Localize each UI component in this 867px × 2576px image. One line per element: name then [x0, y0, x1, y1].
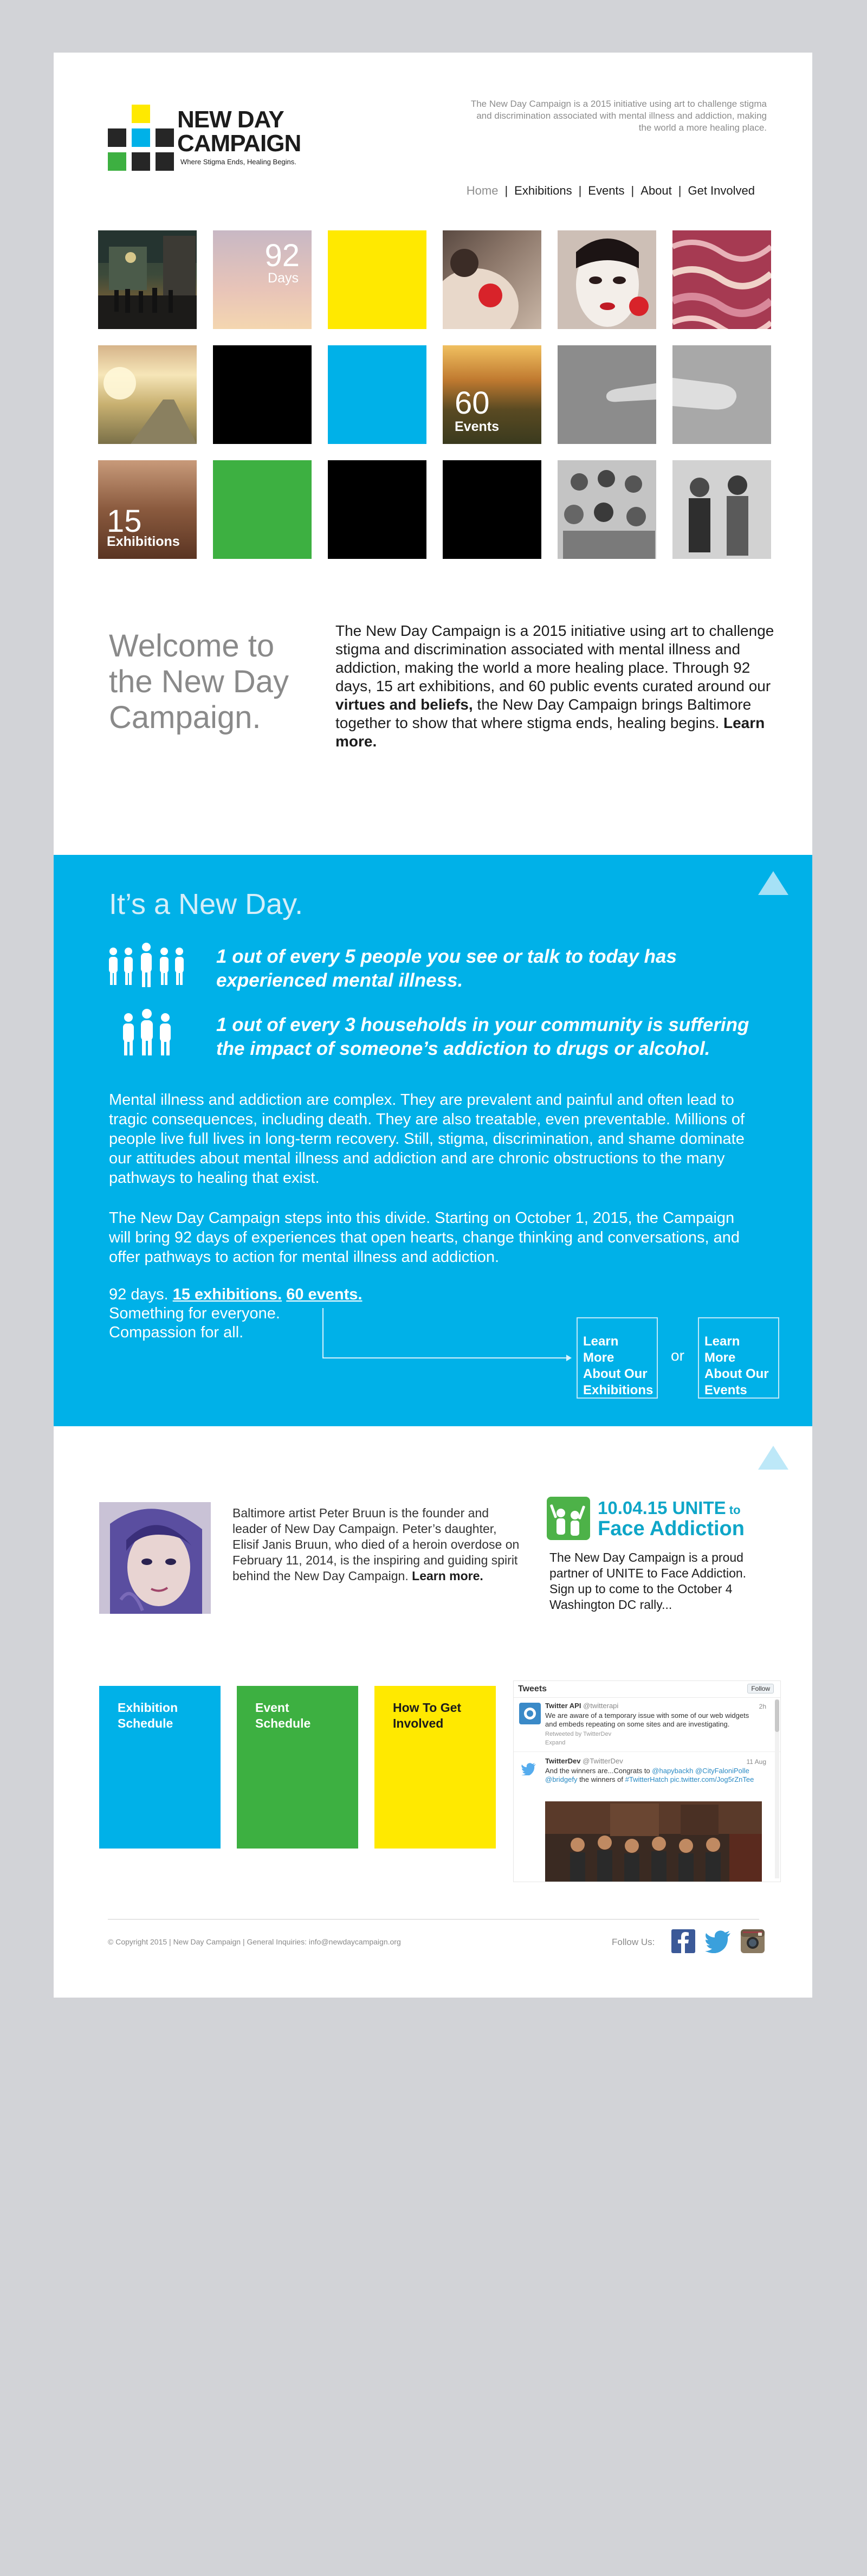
- founder-text: [232, 1505, 520, 1584]
- twitter-scrollbar-thumb[interactable]: [775, 1699, 779, 1732]
- tweet-author-handle: @twitterapi: [583, 1702, 619, 1710]
- tile-blue: [328, 345, 426, 444]
- fabric-image: [672, 230, 771, 329]
- page: [54, 53, 812, 1998]
- tweet-author[interactable]: [545, 1757, 623, 1765]
- twitter-follow-button[interactable]: Follow: [747, 1684, 774, 1693]
- tweet-author[interactable]: [545, 1702, 618, 1710]
- exhibitions-label: Exhibitions: [107, 534, 180, 549]
- tweet-author-handle: @TwitterDev: [583, 1757, 623, 1765]
- welcome-title: Welcome to the New Day Campaign.: [109, 628, 289, 735]
- stats-summary: [109, 1285, 362, 1342]
- welcome-body-text: The New Day Campaign is a 2015 initiative using art to challenge stigma and discrimination associated with mental illness and addiction, making the world a more healing place. Through 92 days, 15 art exhibitions, and 60 public events curated around our: [335, 622, 774, 694]
- days-text: 92 days.: [109, 1286, 173, 1303]
- logo-text-line2: CAMPAIGN: [177, 130, 301, 157]
- main-nav: [467, 184, 755, 198]
- logo-square-black: [132, 152, 150, 171]
- tweet-author-name: TwitterDev: [545, 1757, 581, 1765]
- unite-text: The New Day Campaign is a proud partner of UNITE to Face Addiction. Sign up to come to the October 4 Washington DC rally...: [549, 1550, 747, 1612]
- unite-to: to: [726, 1503, 741, 1517]
- founder-portrait[interactable]: [99, 1502, 211, 1614]
- nav-home[interactable]: Home: [466, 184, 499, 197]
- people-five-icon: [107, 943, 188, 988]
- triangle-icon: [758, 1446, 788, 1470]
- nav-separator: |: [578, 184, 582, 197]
- header-intro: The New Day Campaign is a 2015 initiative using art to challenge stigma and discrimination associated with mental illness and addiction, making the world a more healing place.: [470, 99, 767, 133]
- tile-photo-hand[interactable]: [672, 345, 771, 444]
- tweet-text: We are aware of a temporary issue with some of our web widgets and embeds repeating on some sites and are investigating.: [545, 1711, 749, 1728]
- finger-image: [558, 345, 656, 444]
- exhibitions-number: 15: [107, 504, 142, 539]
- tweets-title: Tweets: [518, 1684, 547, 1693]
- welcome-body-text: the New Day Campaign brings Baltimore together to show that where stigma ends, healing begins.: [335, 696, 752, 731]
- tweet-author-name: Twitter API: [545, 1702, 581, 1710]
- nav-separator: |: [631, 184, 635, 197]
- tile-yellow: [328, 230, 426, 329]
- logo-tagline: Where Stigma Ends, Healing Begins.: [180, 158, 296, 166]
- footer-divider: [108, 1919, 759, 1920]
- logo-square-blue: [132, 128, 150, 147]
- new-day-section: [54, 855, 812, 1426]
- tile-photo-vintage-crowd[interactable]: [558, 460, 656, 559]
- logo[interactable]: [108, 105, 341, 164]
- unite-face-addiction: Face Addiction: [598, 1517, 745, 1540]
- logo-square-black: [156, 152, 174, 171]
- stat-mental-illness: 1 out of every 5 people you see or talk to today has experienced mental illness.: [216, 946, 677, 991]
- unite-date: 10.04.15 UNITE: [598, 1498, 726, 1518]
- stat-addiction: 1 out of every 3 households in your community is suffering the impact of someone’s addiction to drugs or alcohol.: [216, 1014, 749, 1059]
- event-schedule-button[interactable]: Event Schedule: [237, 1686, 358, 1849]
- tile-15-exhibitions[interactable]: [98, 460, 197, 559]
- facebook-icon[interactable]: [671, 1929, 695, 1953]
- tweet-pic-link[interactable]: pic.twitter.com/Jog5rZnTee: [670, 1775, 754, 1783]
- twitter-api-avatar: [519, 1703, 541, 1724]
- tile-photo-painted-back[interactable]: [443, 230, 541, 329]
- tile-black: [443, 460, 541, 559]
- logo-square-black: [156, 128, 174, 147]
- tweet-mention[interactable]: @hapybackh: [652, 1767, 694, 1775]
- learn-more-exhibitions-button[interactable]: Learn More About Our Exhibitions: [577, 1317, 658, 1399]
- tile-photo-face-paint[interactable]: [558, 230, 656, 329]
- twitter-widget-header: [514, 1681, 780, 1698]
- tweet-mention[interactable]: @bridgefy: [545, 1775, 578, 1783]
- exhibition-schedule-button[interactable]: Exhibition Schedule: [99, 1686, 221, 1849]
- tile-green: [213, 460, 312, 559]
- tweet-photo-group[interactable]: [545, 1801, 762, 1882]
- events-number: 60: [455, 385, 490, 421]
- hand-image: [672, 345, 771, 444]
- welcome-body: [335, 622, 785, 751]
- follow-us-label: Follow Us:: [612, 1937, 655, 1947]
- nav-separator: |: [504, 184, 508, 197]
- unite-logo[interactable]: [547, 1497, 764, 1540]
- painted-back-image: [443, 230, 541, 329]
- people-raising-hands-icon: [547, 1497, 590, 1540]
- logo-text-line1: NEW DAY: [177, 106, 284, 133]
- days-number: 92: [264, 238, 300, 273]
- twitter-timeline-widget[interactable]: [513, 1680, 781, 1882]
- triangle-icon: [758, 871, 788, 895]
- or-text: or: [671, 1347, 684, 1364]
- portrait-painting-image: [99, 1502, 211, 1614]
- tweet-date[interactable]: 2h: [759, 1703, 766, 1710]
- street-crowd-image: [98, 230, 197, 329]
- founder-body: Baltimore artist Peter Bruun is the founder and leader of New Day Campaign. Peter’s daughter, Elisif Janis Bruun, who died of a heroin overdose on February 11, 2014, is the inspiring and guiding spirit behind the New Day Campaign.: [232, 1506, 520, 1583]
- tile-92-days[interactable]: [213, 230, 312, 329]
- founder-learn-more-link[interactable]: Learn more.: [412, 1569, 483, 1583]
- logo-square-yellow: [132, 105, 150, 123]
- tweet-date[interactable]: 11 Aug: [746, 1758, 766, 1766]
- tile-60-events[interactable]: [443, 345, 541, 444]
- get-involved-button[interactable]: How To Get Involved: [374, 1686, 496, 1849]
- learn-more-events-button[interactable]: Learn More About Our Events: [698, 1317, 779, 1399]
- twitter-icon[interactable]: [705, 1929, 731, 1953]
- nav-about[interactable]: About: [640, 184, 672, 197]
- footer-copyright: © Copyright 2015 | New Day Campaign | General Inquiries: info@newdaycampaign.org: [108, 1937, 401, 1946]
- nav-get-involved[interactable]: Get Involved: [688, 184, 755, 197]
- nav-events[interactable]: Events: [588, 184, 625, 197]
- nav-exhibitions[interactable]: Exhibitions: [514, 184, 572, 197]
- twitter-bird-icon: [521, 1762, 536, 1775]
- tile-black: [213, 345, 312, 444]
- sunset-road-image: [98, 345, 197, 444]
- something-for-everyone: Something for everyone.: [109, 1305, 280, 1322]
- events-label: Events: [455, 419, 499, 434]
- virtues-beliefs-link[interactable]: virtues and beliefs,: [335, 696, 473, 713]
- face-paint-image: [558, 230, 656, 329]
- events-link[interactable]: 60 events.: [286, 1286, 363, 1303]
- welcome-learn-more-link[interactable]: Learn more.: [335, 714, 765, 750]
- tile-photo-sunset-road[interactable]: [98, 345, 197, 444]
- tile-black: [328, 460, 426, 559]
- vintage-crowd-image: [558, 460, 656, 559]
- days-label: Days: [268, 271, 299, 286]
- tweet-text-part: And the winners are...Congrats to: [545, 1767, 652, 1775]
- vintage-family-image: [672, 460, 771, 559]
- tweet-divider: [514, 1751, 780, 1752]
- tweet-text-part: the winners of: [577, 1775, 625, 1783]
- tweet-expand-link[interactable]: Expand: [545, 1740, 566, 1746]
- tweet-retweet-note: Retweeted by TwitterDev: [545, 1731, 612, 1737]
- logo-square-black: [108, 128, 126, 147]
- tile-photo-vintage-family[interactable]: [672, 460, 771, 559]
- unite-date-title: [598, 1498, 741, 1518]
- band-paragraph-1: Mental illness and addiction are complex. They are prevalent and painful and often lead to tragic consequences, including death. They are also treatable, even preventable. Millions of people live full lives in long-term recovery. Still, stigma, discrimination, and shame dominate our attitudes about mental illness and addiction and are chronic obstructions to the many pathways to healing that exist.: [109, 1091, 745, 1187]
- tweet-text: [545, 1767, 756, 1784]
- people-three-icon: [120, 1009, 174, 1055]
- band-paragraph-2: The New Day Campaign steps into this divide. Starting on October 1, 2015, the Campaign will bring 92 days of experiences that open hearts, change thinking and conversations, and offer pathways to action for mental illness and addiction.: [109, 1209, 740, 1266]
- tweet-mention[interactable]: @CityFaloniPolle: [695, 1767, 749, 1775]
- tile-photo-fabric[interactable]: [672, 230, 771, 329]
- tile-photo-finger[interactable]: [558, 345, 656, 444]
- logo-square-green: [108, 152, 126, 171]
- tile-photo-street-crowd[interactable]: [98, 230, 197, 329]
- section-title: It’s a New Day.: [109, 888, 303, 920]
- nav-separator: |: [678, 184, 682, 197]
- tweet-hashtag[interactable]: #TwitterHatch: [625, 1775, 669, 1783]
- exhibitions-link[interactable]: 15 exhibitions.: [172, 1286, 282, 1303]
- unite-badge-icon: [547, 1497, 590, 1540]
- compassion-for-all: Compassion for all.: [109, 1324, 244, 1341]
- instagram-icon[interactable]: [741, 1929, 765, 1953]
